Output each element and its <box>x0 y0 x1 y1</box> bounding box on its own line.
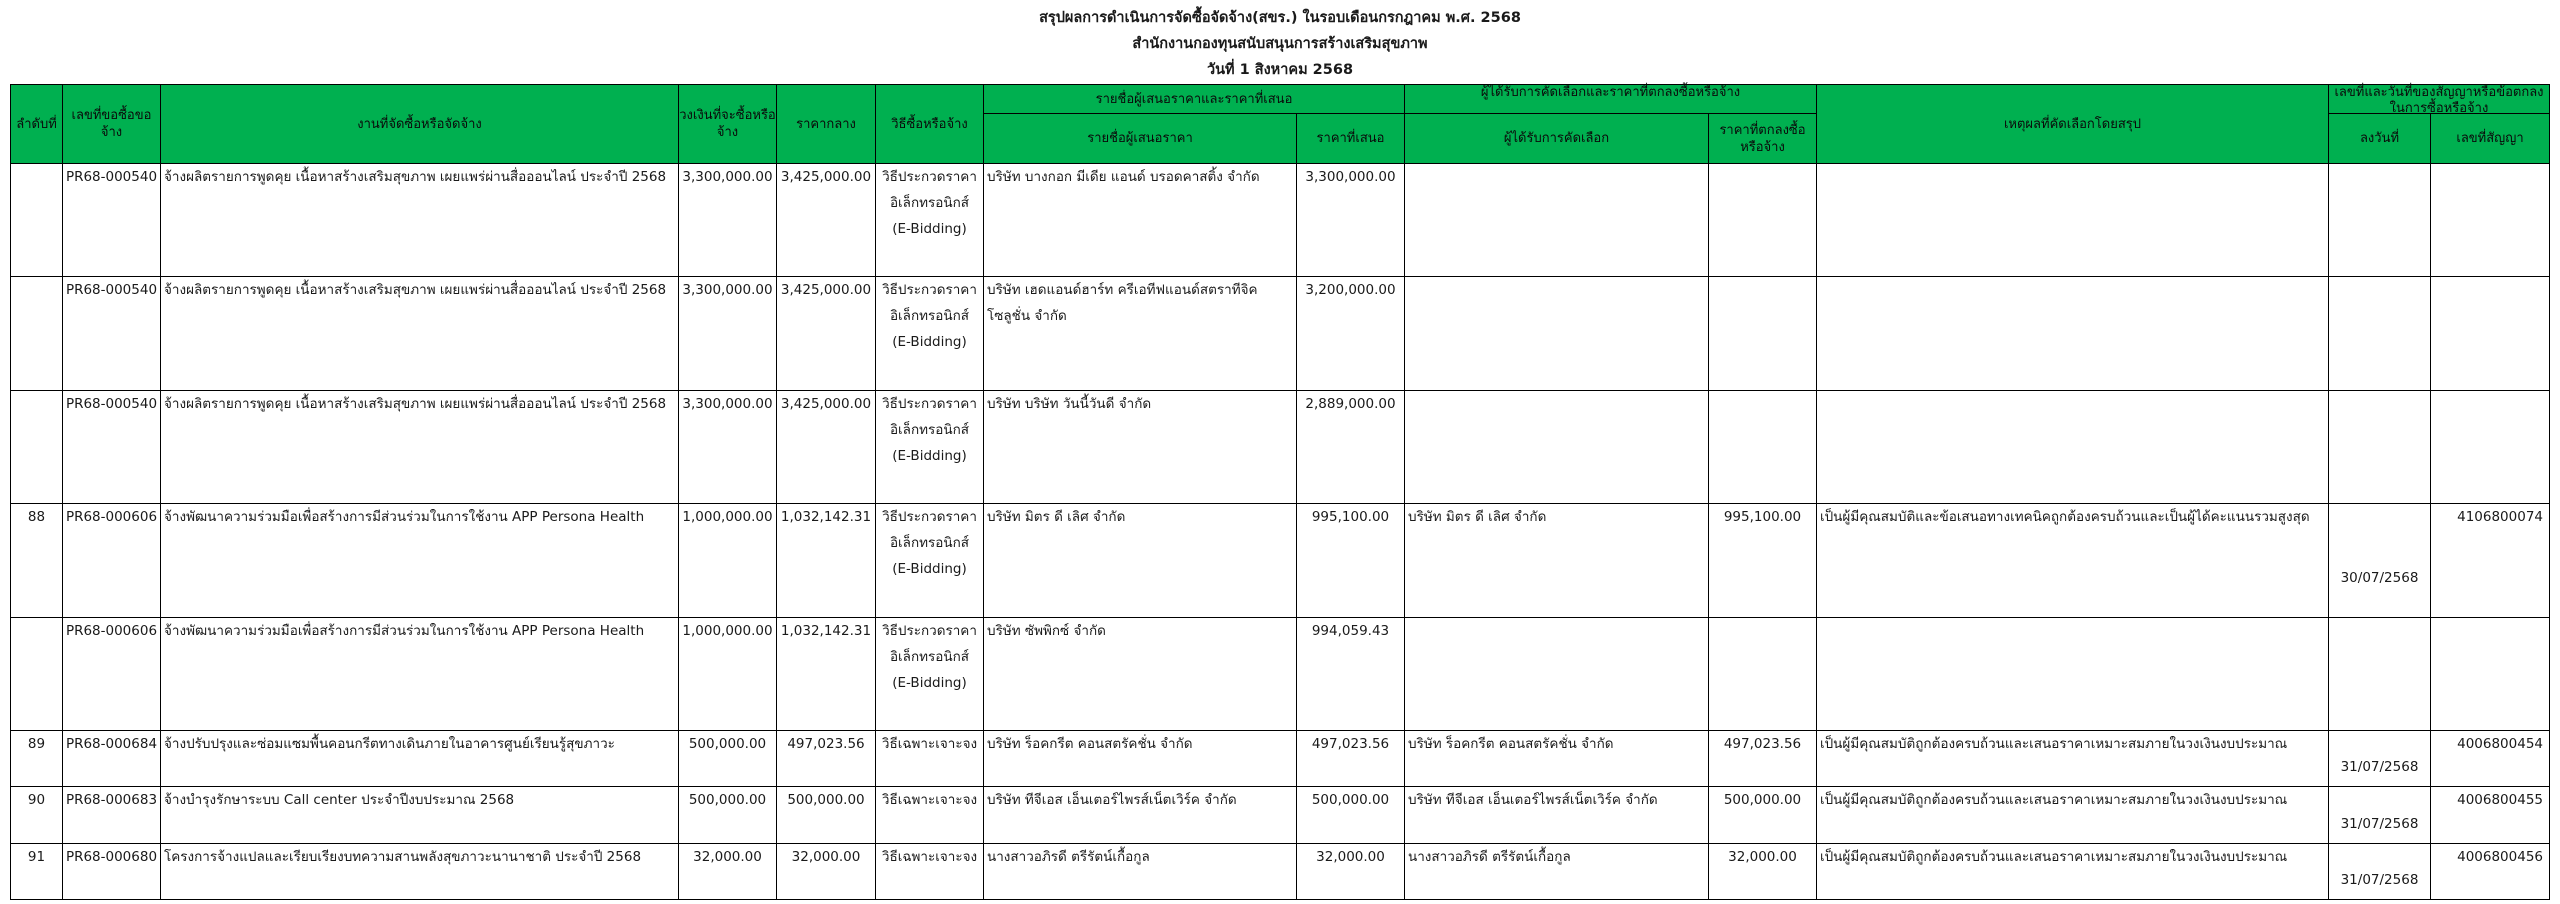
table-row <box>11 787 2550 844</box>
row-selected: บริษัท มิตร ดี เลิศ จำกัด <box>1405 504 1709 618</box>
row-date: 31/07/2568 <box>2329 731 2431 787</box>
row-bid: 497,023.56 <box>1297 731 1405 787</box>
row-contract: 4006800456 <box>2431 844 2550 900</box>
row-seq: 89 <box>11 731 63 787</box>
row-agreed: 497,023.56 <box>1709 731 1817 787</box>
row-bid: 2,889,000.00 <box>1297 391 1405 504</box>
row-bidder: บริษัท ทีจีเอส เอ็นเตอร์ไพรส์เน็ตเวิร์ค จำกัด <box>984 787 1297 844</box>
row-bid: 994,059.43 <box>1297 618 1405 731</box>
row-seq: 91 <box>11 844 63 900</box>
table-row <box>11 618 2550 731</box>
row-request-no: PR68-000606 <box>63 504 161 618</box>
row-contract <box>2431 618 2550 731</box>
row-date: 31/07/2568 <box>2329 787 2431 844</box>
row-work: โครงการจ้างแปลและเรียบเรียงบทความสานพลังสุขภาวะนานาชาติ ประจำปี 2568 <box>161 844 679 900</box>
row-agreed: 32,000.00 <box>1709 844 1817 900</box>
col-work-header: งานที่จัดซื้อหรือจัดจ้าง <box>161 85 679 164</box>
row-request-no: PR68-000540 <box>63 164 161 277</box>
row-median: 3,425,000.00 <box>777 391 876 504</box>
row-method: วิธีเฉพาะเจาะจง <box>876 787 984 844</box>
row-date <box>2329 391 2431 504</box>
row-agreed <box>1709 618 1817 731</box>
row-date <box>2329 164 2431 277</box>
row-seq: 88 <box>11 504 63 618</box>
col-selected-header: ผู้ได้รับการคัดเลือก <box>1405 114 1709 164</box>
table-row <box>11 391 2550 504</box>
col-seq-header: ลำดับที่ <box>11 85 63 164</box>
row-work: จ้างปรับปรุงและซ่อมแซมพื้นคอนกรีตทางเดินภายในอาคารศูนย์เรียนรู้สุขภาวะ <box>161 731 679 787</box>
row-bid: 500,000.00 <box>1297 787 1405 844</box>
row-selected: นางสาวอภิรดี ตรีรัตน์เกื้อกูล <box>1405 844 1709 900</box>
row-contract: 4006800454 <box>2431 731 2550 787</box>
row-method: วิธีเฉพาะเจาะจง <box>876 844 984 900</box>
row-median: 1,032,142.31 <box>777 618 876 731</box>
row-reason: เป็นผู้มีคุณสมบัติถูกต้องครบถ้วนและเสนอราคาเหมาะสมภายในวงเงินงบประมาณ <box>1817 787 2329 844</box>
row-contract <box>2431 277 2550 391</box>
row-bidder: บริษัท มิตร ดี เลิศ จำกัด <box>984 504 1297 618</box>
row-request-no: PR68-000680 <box>63 844 161 900</box>
row-reason: เป็นผู้มีคุณสมบัติถูกต้องครบถ้วนและเสนอราคาเหมาะสมภายในวงเงินงบประมาณ <box>1817 731 2329 787</box>
row-seq <box>11 391 63 504</box>
row-bid: 32,000.00 <box>1297 844 1405 900</box>
row-selected <box>1405 618 1709 731</box>
row-seq <box>11 164 63 277</box>
row-method: วิธีประกวดราคา อิเล็กทรอนิกส์ (E-Bidding) <box>876 391 984 504</box>
col-bid-price-header: ราคาที่เสนอ <box>1297 114 1405 164</box>
col-agreed-price-header: ราคาที่ตกลงซื้อหรือจ้าง <box>1709 114 1817 164</box>
row-work: จ้างบำรุงรักษาระบบ Call center ประจำปีงบประมาณ 2568 <box>161 787 679 844</box>
row-budget: 500,000.00 <box>679 731 777 787</box>
col-contract-group-header: เลขที่และวันที่ของสัญญาหรือข้อตกลงในการซื้อหรือจ้าง <box>2329 85 2550 114</box>
row-bid: 995,100.00 <box>1297 504 1405 618</box>
row-agreed: 500,000.00 <box>1709 787 1817 844</box>
col-contract-no-header: เลขที่สัญญา <box>2431 114 2550 164</box>
row-budget: 3,300,000.00 <box>679 391 777 504</box>
col-request-no-header: เลขที่ขอซื้อขอจ้าง <box>63 85 161 164</box>
row-agreed: 995,100.00 <box>1709 504 1817 618</box>
row-work: จ้างผลิตรายการพูดคุย เนื้อหาสร้างเสริมสุขภาพ เผยแพร่ผ่านสื่อออนไลน์ ประจำปี 2568 <box>161 391 679 504</box>
row-bidder: บริษัท ร็อคกรีต คอนสตรัคชั่น จำกัด <box>984 731 1297 787</box>
row-work: จ้างพัฒนาความร่วมมือเพื่อสร้างการมีส่วนร่วมในการใช้งาน APP Persona Health <box>161 618 679 731</box>
col-bidder-name-header: รายชื่อผู้เสนอราคา <box>984 114 1297 164</box>
col-date-header: ลงวันที่ <box>2329 114 2431 164</box>
row-method: วิธีประกวดราคา อิเล็กทรอนิกส์ (E-Bidding) <box>876 277 984 391</box>
row-bid: 3,300,000.00 <box>1297 164 1405 277</box>
row-reason <box>1817 618 2329 731</box>
row-reason: เป็นผู้มีคุณสมบัติและข้อเสนอทางเทคนิคถูกต้องครบถ้วนและเป็นผู้ได้คะแนนรวมสูงสุด <box>1817 504 2329 618</box>
table-row <box>11 844 2550 900</box>
row-method: วิธีประกวดราคา อิเล็กทรอนิกส์ (E-Bidding) <box>876 504 984 618</box>
row-bidder: บริษัท ซัพพิกซ์ จำกัด <box>984 618 1297 731</box>
row-seq <box>11 618 63 731</box>
row-median: 1,032,142.31 <box>777 504 876 618</box>
agency-name: สำนักงานกองทุนสนับสนุนการสร้างเสริมสุขภาพ <box>1132 36 1428 52</box>
row-contract: 4006800455 <box>2431 787 2550 844</box>
row-median: 3,425,000.00 <box>777 164 876 277</box>
row-median: 32,000.00 <box>777 844 876 900</box>
row-budget: 32,000.00 <box>679 844 777 900</box>
table-row <box>11 164 2550 277</box>
row-agreed <box>1709 277 1817 391</box>
row-selected <box>1405 277 1709 391</box>
row-budget: 3,300,000.00 <box>679 277 777 391</box>
row-seq: 90 <box>11 787 63 844</box>
row-date: 30/07/2568 <box>2329 504 2431 618</box>
col-median-header: ราคากลาง <box>777 85 876 164</box>
row-median: 497,023.56 <box>777 731 876 787</box>
col-selected-group-header: ผู้ได้รับการคัดเลือกและราคาที่ตกลงซื้อหรือจ้าง <box>1405 85 1817 114</box>
row-reason <box>1817 164 2329 277</box>
table-row <box>11 277 2550 391</box>
row-request-no: PR68-000683 <box>63 787 161 844</box>
row-agreed <box>1709 164 1817 277</box>
row-contract <box>2431 391 2550 504</box>
row-median: 3,425,000.00 <box>777 277 876 391</box>
row-median: 500,000.00 <box>777 787 876 844</box>
row-date <box>2329 618 2431 731</box>
row-budget: 500,000.00 <box>679 787 777 844</box>
row-budget: 3,300,000.00 <box>679 164 777 277</box>
row-selected <box>1405 391 1709 504</box>
row-work: จ้างผลิตรายการพูดคุย เนื้อหาสร้างเสริมสุขภาพ เผยแพร่ผ่านสื่อออนไลน์ ประจำปี 2568 <box>161 277 679 391</box>
row-request-no: PR68-000606 <box>63 618 161 731</box>
procurement-table <box>10 84 2550 900</box>
col-bidders-group-header: รายชื่อผู้เสนอราคาและราคาที่เสนอ <box>984 85 1405 114</box>
row-selected <box>1405 164 1709 277</box>
row-contract <box>2431 164 2550 277</box>
row-contract: 4106800074 <box>2431 504 2550 618</box>
report-title: สรุปผลการดำเนินการจัดซื้อจัดจ้าง(สขร.) ในรอบเดือนกรกฎาคม พ.ศ. 2568 <box>1039 10 1521 26</box>
row-method: วิธีประกวดราคา อิเล็กทรอนิกส์ (E-Bidding) <box>876 618 984 731</box>
row-bidder: บริษัท บริษัท วันนี้วันดี จำกัด <box>984 391 1297 504</box>
row-reason: เป็นผู้มีคุณสมบัติถูกต้องครบถ้วนและเสนอราคาเหมาะสมภายในวงเงินงบประมาณ <box>1817 844 2329 900</box>
row-reason <box>1817 391 2329 504</box>
row-selected: บริษัท ทีจีเอส เอ็นเตอร์ไพรส์เน็ตเวิร์ค จำกัด <box>1405 787 1709 844</box>
col-reason-header: เหตุผลที่คัดเลือกโดยสรุป <box>1817 85 2329 164</box>
row-method: วิธีเฉพาะเจาะจง <box>876 731 984 787</box>
row-work: จ้างผลิตรายการพูดคุย เนื้อหาสร้างเสริมสุขภาพ เผยแพร่ผ่านสื่อออนไลน์ ประจำปี 2568 <box>161 164 679 277</box>
row-reason <box>1817 277 2329 391</box>
table-row <box>11 504 2550 618</box>
row-seq <box>11 277 63 391</box>
report-date: วันที่ 1 สิงหาคม 2568 <box>1206 62 1354 78</box>
row-date <box>2329 277 2431 391</box>
row-budget: 1,000,000.00 <box>679 504 777 618</box>
row-agreed <box>1709 391 1817 504</box>
col-method-header: วิธีซื้อหรือจ้าง <box>876 85 984 164</box>
row-request-no: PR68-000540 <box>63 277 161 391</box>
row-bidder: นางสาวอภิรดี ตรีรัตน์เกื้อกูล <box>984 844 1297 900</box>
row-date: 31/07/2568 <box>2329 844 2431 900</box>
row-bid: 3,200,000.00 <box>1297 277 1405 391</box>
table-row <box>11 731 2550 787</box>
col-budget-header: วงเงินที่จะซื้อหรือจ้าง <box>679 85 777 164</box>
row-method: วิธีประกวดราคา อิเล็กทรอนิกส์ (E-Bidding) <box>876 164 984 277</box>
row-selected: บริษัท ร็อคกรีต คอนสตรัคชั่น จำกัด <box>1405 731 1709 787</box>
row-bidder: บริษัท บางกอก มีเดีย แอนด์ บรอดคาสติ้ง จำกัด <box>984 164 1297 277</box>
row-budget: 1,000,000.00 <box>679 618 777 731</box>
row-request-no: PR68-000540 <box>63 391 161 504</box>
row-bidder: บริษัท เฮดแอนด์ฮาร์ท ครีเอทีฟแอนด์สตราทีจิค โซลูชั่น จำกัด <box>984 277 1297 391</box>
row-request-no: PR68-000684 <box>63 731 161 787</box>
row-work: จ้างพัฒนาความร่วมมือเพื่อสร้างการมีส่วนร่วมในการใช้งาน APP Persona Health <box>161 504 679 618</box>
